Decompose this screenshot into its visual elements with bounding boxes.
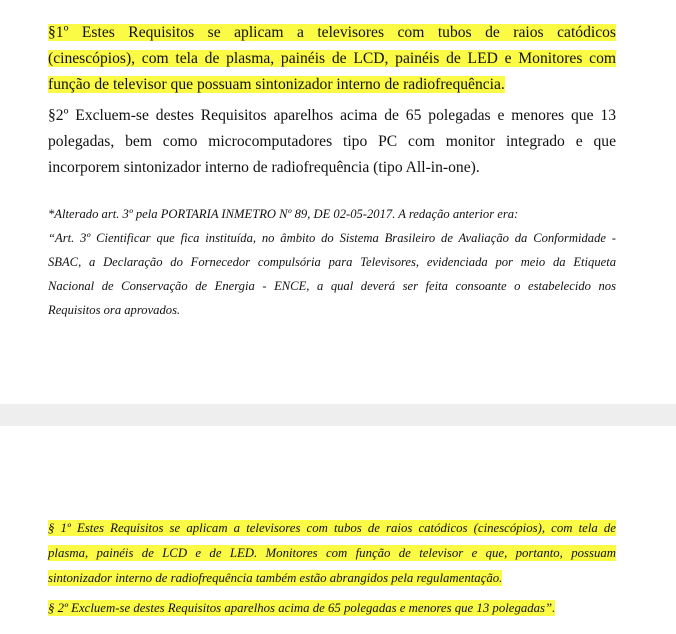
quote1-line-2: plasma, painéis de LCD e de LED. Monitores com função de televisor e que, portanto, possuam <box>48 546 616 560</box>
amendment-note <box>48 202 616 322</box>
quote1-line-1: § 1º Estes Requisitos se aplicam a televisores com tubos de raios catódicos (cinescópios), com tela de <box>48 521 616 535</box>
note-line-4: Requisitos ora aprovados. <box>48 303 181 317</box>
note-line-3: Nacional de Conservação de Energia - ENCE, a qual deverá ser feita consoante o estabelecido nos <box>48 279 616 293</box>
document-page-2 <box>0 426 676 634</box>
para2-line-1: §2º Excluem-se destes Requisitos aparelhos acima de 65 polegadas e menores que 13 <box>48 107 616 124</box>
quote-section-1 <box>48 516 616 591</box>
paragraph-1-highlighted <box>48 20 616 98</box>
para1-line-1: §1º Estes Requisitos se aplicam a televisores com tubos de raios catódicos <box>48 24 616 41</box>
note-body <box>48 226 616 322</box>
para1-line-2: (cinescópios), com tela de plasma, painéis de LCD, painéis de LED e Monitores com <box>48 50 616 67</box>
para2-line-3: incorporem sintonizador interno de radiofrequência (tipo All-in-one). <box>48 159 480 176</box>
para2-line-2: polegadas, bem como microcomputadores tipo PC com monitor integrado e que <box>48 133 616 150</box>
quote-2-highlighted <box>48 596 616 621</box>
quote-1-highlighted <box>48 516 616 591</box>
note-line-2: SBAC, a Declaração do Fornecedor compulsória para Televisores, evidenciada por meio da Etiqueta <box>48 255 616 269</box>
paragraph-section-2 <box>48 103 616 181</box>
note-header-text: *Alterado art. 3º pela PORTARIA INMETRO Nº 89, DE 02-05-2017. A redação anterior era: <box>48 207 519 221</box>
paragraph-2 <box>48 103 616 181</box>
note-line-1: “Art. 3º Cientificar que fica instituída, no âmbito do Sistema Brasileiro de Avaliação da Conformidade - <box>48 231 616 245</box>
page-separator <box>0 404 676 426</box>
note-header <box>48 202 616 226</box>
para1-line-3: função de televisor que possuam sintonizador interno de radiofrequência. <box>48 76 505 93</box>
quote2-line-1: § 2º Excluem-se destes Requisitos aparelhos acima de 65 polegadas e menores que 13 polegadas”. <box>48 601 556 615</box>
quote1-line-3: sintonizador interno de radiofrequência também estão abrangidos pela regulamentação. <box>48 571 503 585</box>
quote-section-2 <box>48 596 616 621</box>
paragraph-section-1 <box>48 20 616 98</box>
